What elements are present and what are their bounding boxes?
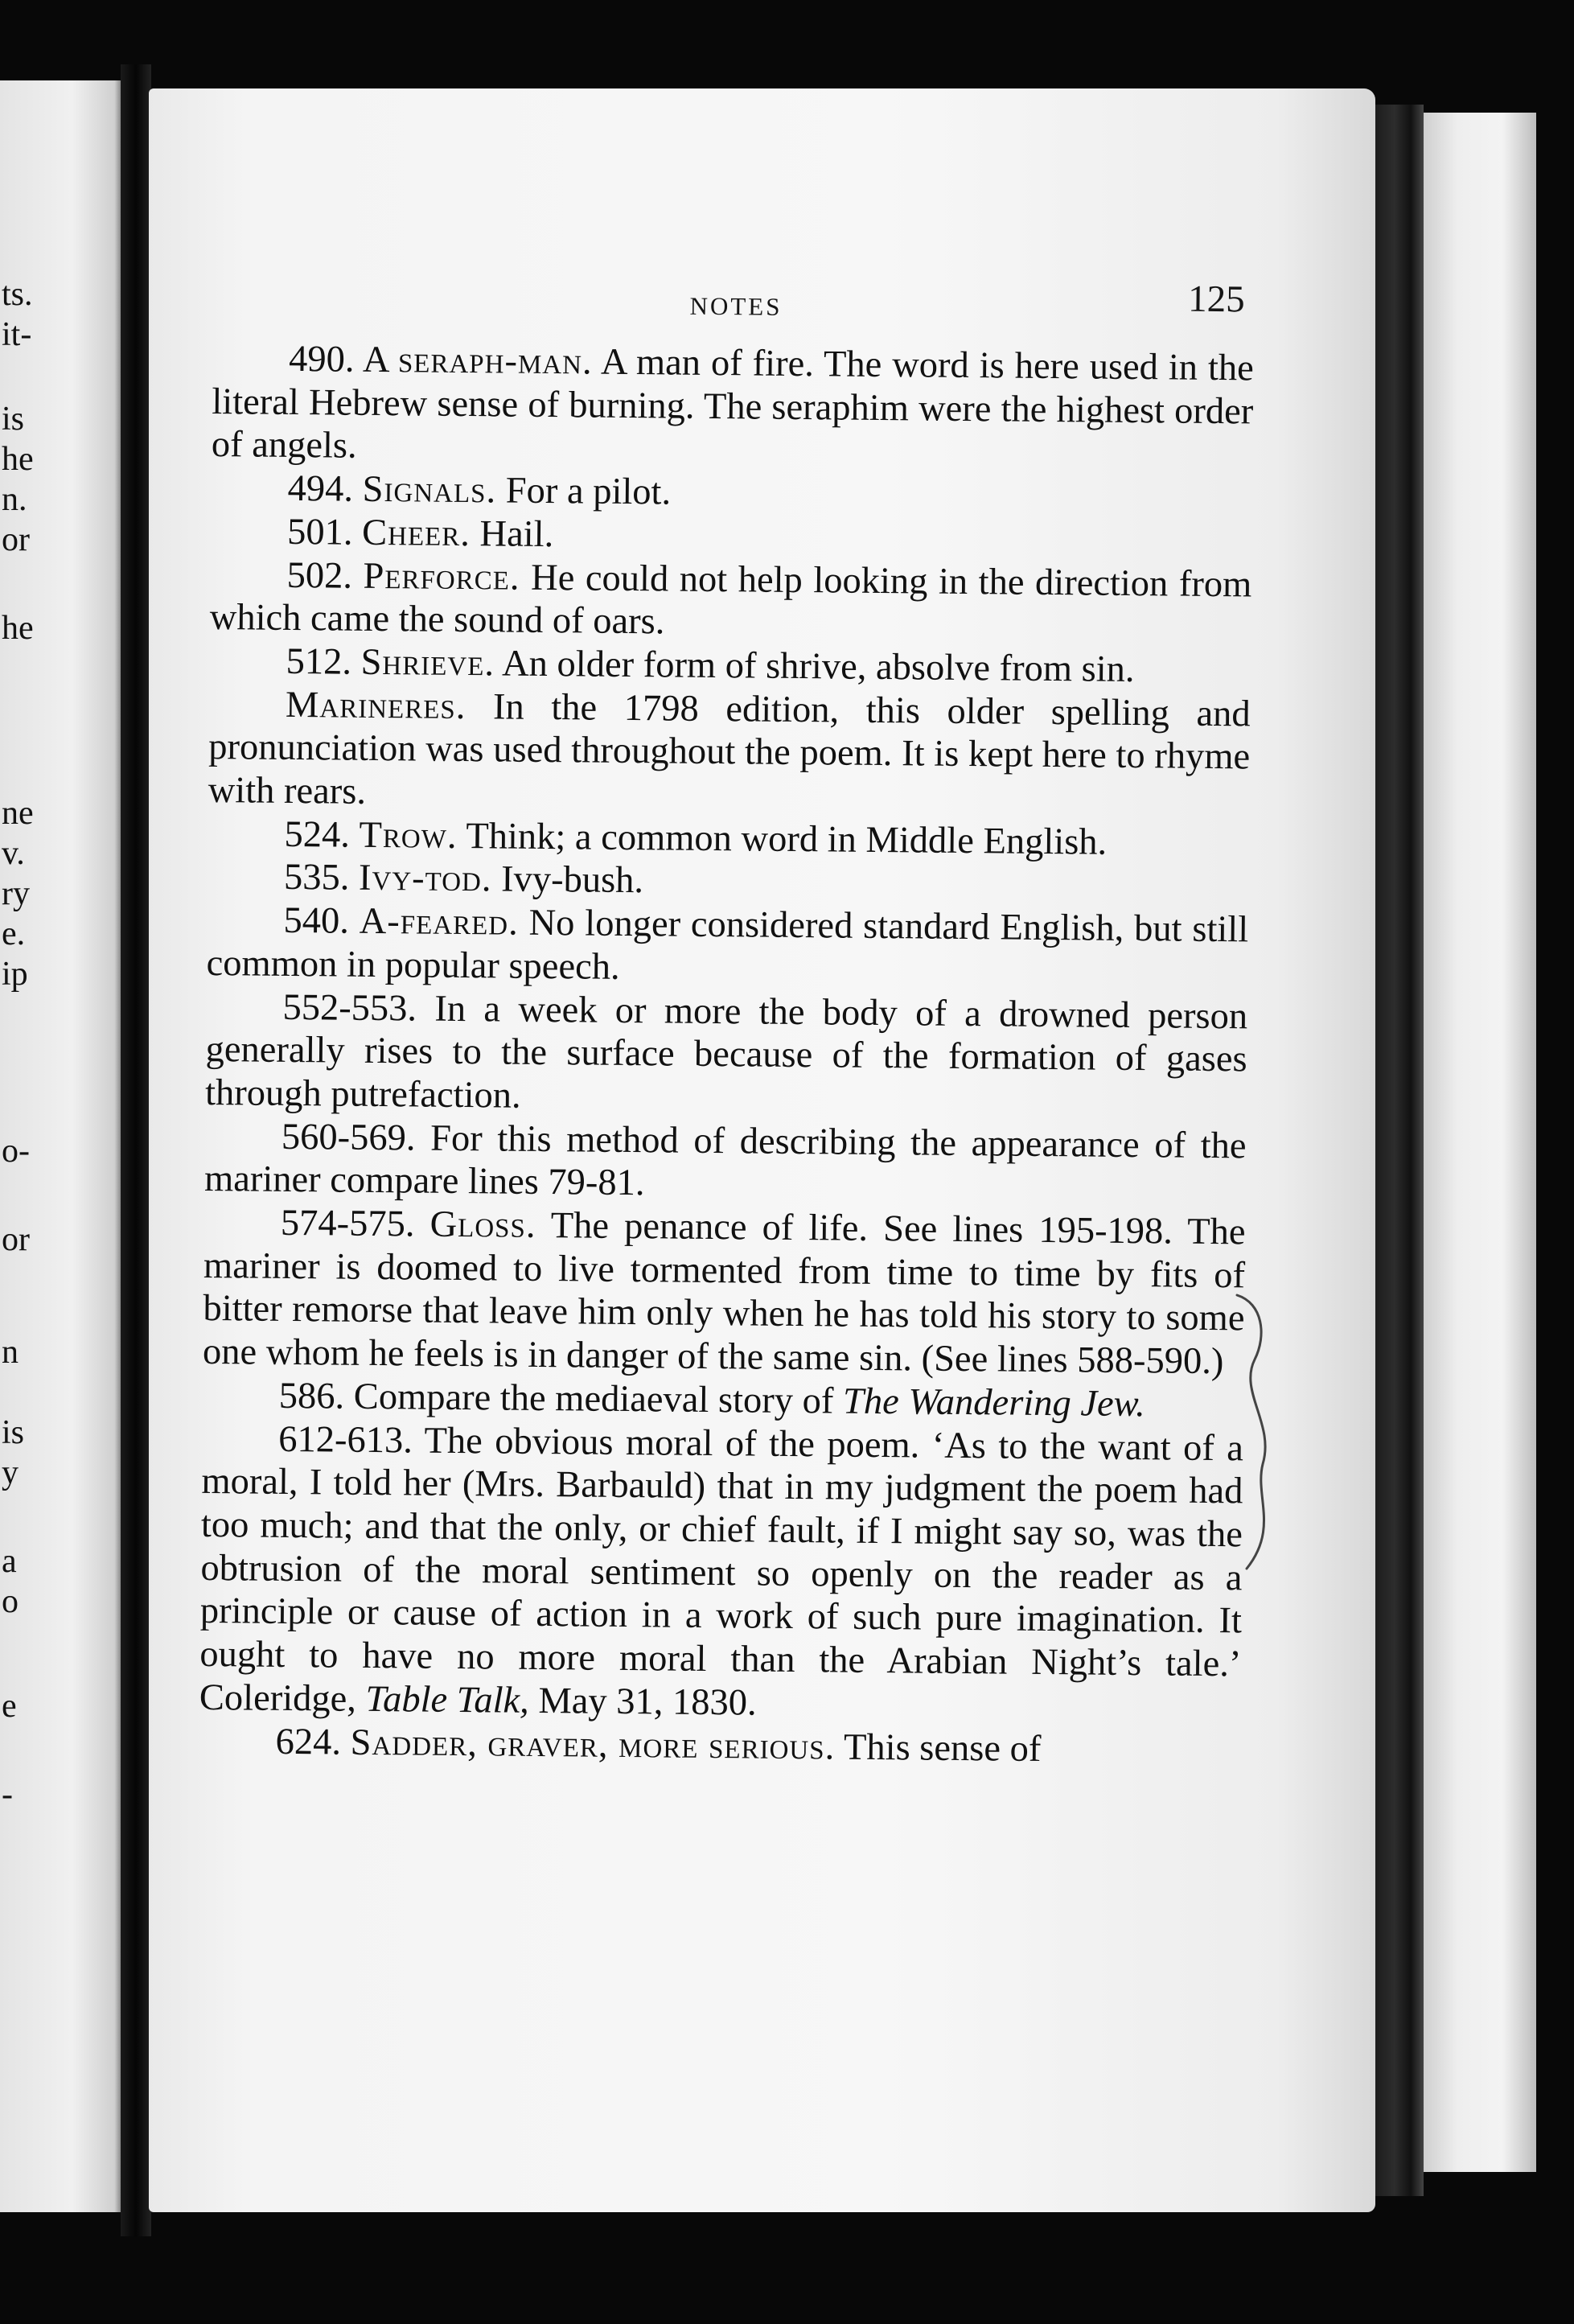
page-number: 125 (1187, 278, 1245, 321)
note-text: Think; a common word in Middle English. (457, 815, 1108, 863)
left-page-fragment: ry (2, 875, 30, 912)
left-page-fragment: e. (2, 915, 26, 952)
note-italic-title: The Wandering Jew. (842, 1380, 1146, 1425)
note-text: 490. A (288, 338, 399, 381)
note-keyword: Cheer. (361, 512, 471, 554)
note-entry (204, 1115, 1247, 1211)
note-text: May 31, 1830. (528, 1680, 757, 1724)
note-entry (206, 899, 1248, 995)
note-text: 574-575. (280, 1202, 430, 1245)
note-text: 586. Compare the mediaeval story of (278, 1375, 844, 1422)
note-text: Hail. (470, 512, 554, 555)
running-head (212, 269, 1255, 347)
note-text: A man of fire. The word is here used in the literal Hebrew sense of burning. The seraphim were the highest order of angels. (211, 341, 1255, 467)
left-page-fragment: v. (2, 835, 25, 872)
note-entry (210, 553, 1252, 649)
note-italic-title: Table Talk, (365, 1678, 530, 1721)
note-keyword: Marineres. (285, 684, 466, 727)
note-text: 552-553. In a week or more the body of a drowned person generally rises to the surface because of the formation of gases through putrefaction. (204, 986, 1248, 1117)
pencil-margin-bracket (1231, 1287, 1287, 1577)
note-text: For a pilot. (495, 470, 672, 513)
note-text: Ivy-bush. (491, 858, 644, 902)
note-text: 494. (287, 468, 363, 510)
note-keyword: seraph-man. (397, 339, 593, 383)
left-facing-page (0, 80, 121, 2212)
notes-list (199, 337, 1254, 1773)
left-page-fragment: it- (2, 316, 32, 353)
note-text: 524. (284, 813, 360, 856)
note-keyword: Shrieve. (360, 641, 495, 685)
note-entry (205, 985, 1247, 1125)
left-page-fragment: ts. (2, 276, 33, 313)
note-text: An older form of shrive, absolve from sin. (494, 643, 1135, 690)
note-keyword: Trow. (359, 814, 458, 857)
left-page-fragment: y (2, 1454, 18, 1491)
left-page-fragment: he (2, 441, 34, 478)
note-keyword: Sadder, graver, more serious. (350, 1721, 836, 1768)
left-page-fragment: ip (2, 956, 28, 993)
note-text: In the 1798 edition, this older spelling and pronunciation was used throughout the poem. It is kept here to rhyme with rears. (208, 685, 1251, 812)
note-text: No longer considered standard English, but still common in popular speech. (206, 902, 1249, 988)
left-page-fragment: o- (2, 1133, 30, 1170)
left-page-fragment: or (2, 1221, 30, 1258)
note-text: 612-613. The obvious moral of the poem. ‘As to the want of a moral, I told her (Mrs. Barbauld) that in my judgment the poem had too much; and that the only, or chief fault, if I might say so, was the obtrusion of the moral sentiment so openly on the reader as a principle or cause of action in a work of such pure imagination. It ought to have no more moral than the Arabian Night’s tale.’ Coleridge, (199, 1418, 1244, 1720)
note-entry (208, 683, 1250, 823)
note-text: 560-569. For this method of describing the appearance of the mariner compare lines 79-81. (203, 1116, 1247, 1204)
page-stack-outer-edge (1424, 113, 1536, 2172)
page-text-block (199, 265, 1255, 1773)
left-page-fragment: n (2, 1334, 18, 1371)
note-text: 624. (275, 1721, 351, 1763)
note-text: 535. (283, 857, 360, 899)
note-text: 540. (283, 900, 360, 942)
note-text: He could not help looking in the direction from which came the sound of oars. (209, 557, 1252, 643)
note-text: 501. (286, 511, 363, 553)
book-gutter (121, 64, 151, 2236)
left-page-fragment: ne (2, 795, 34, 832)
note-entry (199, 1417, 1244, 1730)
note-entry (203, 1201, 1246, 1384)
left-page-fragment: o (2, 1583, 18, 1620)
note-text: The penance of life. See lines 195-198. The mariner is doomed to live tormented from time to time by fits of bitter remorse that leave him only when he has told his story to some one whom he feels is in danger of the same sin. (See lines 588-590.) (202, 1204, 1246, 1383)
left-page-fragment: he (2, 610, 34, 647)
left-page-fragment: a (2, 1543, 17, 1580)
note-keyword: Perforce. (363, 555, 520, 598)
note-keyword: Ivy-tod. (358, 858, 492, 900)
note-keyword: Signals. (362, 468, 497, 512)
note-keyword: A-feared. (359, 900, 520, 944)
note-text: 502. (286, 554, 364, 597)
left-page-fragment: is (2, 1414, 25, 1451)
left-page-text-fragments (0, 80, 121, 2212)
left-page-fragment: n. (2, 481, 27, 518)
left-page-fragment: e (2, 1688, 17, 1725)
note-text: This sense of (835, 1726, 1042, 1770)
running-head-title: NOTES (689, 291, 783, 321)
note-entry (212, 337, 1254, 477)
note-keyword: Gloss. (429, 1203, 536, 1246)
left-page-fragment: is (2, 401, 25, 438)
left-page-fragment: - (2, 1776, 13, 1813)
note-text: 512. (286, 640, 361, 683)
left-page-fragment: or (2, 521, 30, 558)
